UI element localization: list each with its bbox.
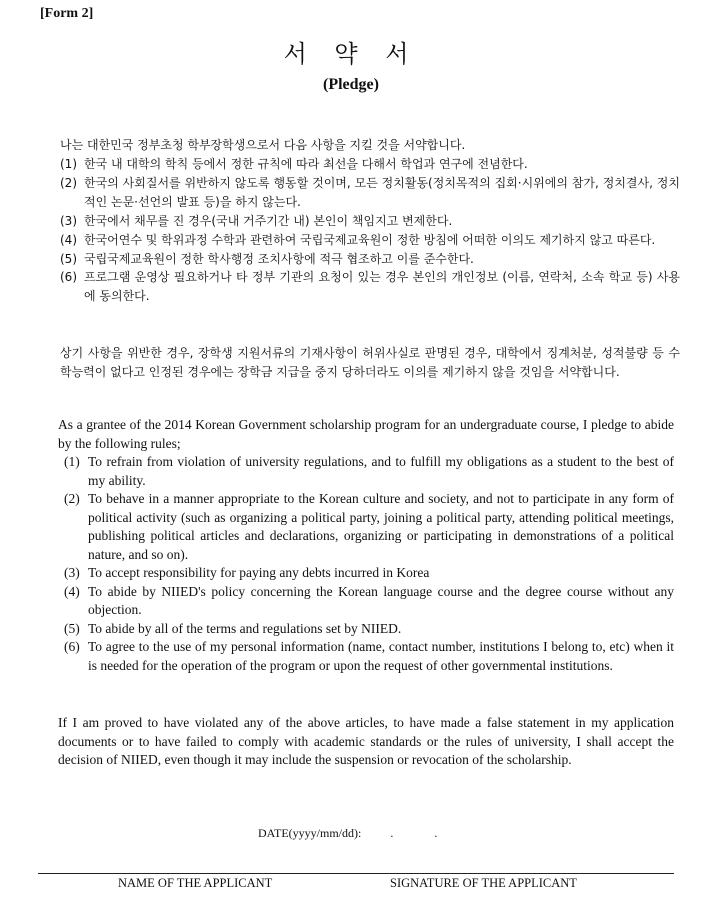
date-separator: . xyxy=(390,826,394,840)
korean-rule-item xyxy=(60,268,680,306)
english-rule-number: (3) xyxy=(64,565,80,580)
applicant-name-label: NAME OF THE APPLICANT xyxy=(118,876,273,890)
english-rule-text: To abide by NIIED's policy concerning the Korean language course and the degree course without any objection. xyxy=(88,583,674,617)
english-rule-text: To accept responsibility for paying any debts incurred in Korea xyxy=(88,565,430,580)
korean-closing: 상기 사항을 위반한 경우, 장학생 지원서류의 기재사항이 허위사실로 판명된 경우, 대학에서 징계처분, 성적불량 등 수학능력이 없다고 인정된 경우에는 장학금 지급을 중지 당하더라도 이의를 제기하지 않을 것임을 서약합니다. xyxy=(60,346,680,379)
english-rule-number: (6) xyxy=(64,639,80,654)
page-title-english: (Pledge) xyxy=(323,76,379,93)
korean-rule-number: (4) xyxy=(60,232,77,247)
korean-rule-number: (1) xyxy=(60,157,77,171)
english-rule-number: (5) xyxy=(64,620,80,636)
english-rule-text: To agree to the use of my personal information (name, contact number, institutions I belong to, etc) when it is needed for the operation of the program or upon the request of other governmental institutions. xyxy=(88,639,674,673)
korean-rule-item xyxy=(60,155,680,174)
korean-rule-text: 한국어연수 및 학위과정 수학과 관련하여 국립국제교육원이 정한 방침에 어떠한 이의도 제기하지 않고 따른다. xyxy=(84,232,656,247)
english-intro: As a grantee of the 2014 Korean Government scholarship program for an undergraduate course, I pledge to abide by the following rules; xyxy=(58,417,674,451)
korean-rule-item xyxy=(60,174,680,212)
english-rule-item xyxy=(64,564,674,583)
english-rule-item xyxy=(64,638,674,675)
english-rule-item xyxy=(64,583,674,620)
english-rule-item xyxy=(64,490,674,564)
form-number: [Form 2] xyxy=(40,6,94,21)
signature-line xyxy=(38,873,674,874)
korean-rules-list xyxy=(60,155,680,306)
korean-rule-number: (3) xyxy=(60,213,77,228)
english-rule-item xyxy=(64,620,674,639)
korean-intro: 나는 대한민국 정부초청 학부장학생으로서 다음 사항을 지킬 것을 서약합니다. xyxy=(60,138,466,152)
korean-rule-item xyxy=(60,250,680,269)
korean-rule-item xyxy=(60,212,680,231)
korean-rule-text: 한국의 사회질서를 위반하지 않도록 행동할 것이며, 모든 정치활동(정치목적의 집회·시위에의 참가, 정치결사, 정치적인 논문·선언의 발표 등)을 하지 않는다. xyxy=(84,175,680,209)
english-rules-list xyxy=(64,453,674,675)
english-closing: If I am proved to have violated any of the above articles, to have made a false statement in my application documents or to have failed to comply with academic standards or the rules of university, I shall accept the decision of NIIED, even though it may include the suspension or revocation of the scholarship. xyxy=(58,715,674,767)
english-rule-text: To refrain from violation of university regulations, and to fulfill my obligations as a student to the best of my ability. xyxy=(88,454,674,488)
applicant-signature-label: SIGNATURE OF THE APPLICANT xyxy=(390,876,577,890)
korean-rule-number: (2) xyxy=(60,175,77,190)
korean-rule-number: (5) xyxy=(60,251,77,266)
english-rule-number: (2) xyxy=(64,491,80,506)
page-title-korean: 서 약 서 xyxy=(283,40,419,68)
english-rule-text: To behave in a manner appropriate to the Korean culture and society, and not to participate in any form of political activity (such as organizing a political party, joining a political party, attending political meetings, publishing political articles and declarations, organizing or participating in demonstrations of a political nature, and so on). xyxy=(88,491,674,562)
date-label: DATE(yyyy/mm/dd): xyxy=(258,826,362,840)
korean-rule-text: 국립국제교육원이 정한 학사행정 조치사항에 적극 협조하고 이를 준수한다. xyxy=(84,251,474,266)
english-rule-number: (1) xyxy=(64,454,80,469)
date-separator: . xyxy=(434,826,438,840)
korean-rule-text: 한국에서 채무를 진 경우(국내 거주기간 내) 본인이 책임지고 변제한다. xyxy=(84,213,453,228)
korean-rule-number: (6) xyxy=(60,270,77,285)
korean-rule-item xyxy=(60,231,680,250)
korean-rule-text: 한국 내 대학의 학칙 등에서 정한 규칙에 따라 최선을 다해서 학업과 연구에 전념한다. xyxy=(84,157,528,171)
english-rule-text: To abide by all of the terms and regulations set by NIIED. xyxy=(88,620,402,636)
date-field[interactable] xyxy=(258,826,437,841)
korean-rule-text: 프로그램 운영상 필요하거나 타 정부 기관의 요청이 있는 경우 본인의 개인정보 (이름, 연락처, 소속 학교 등) 사용에 동의한다. xyxy=(84,270,680,304)
english-rule-number: (4) xyxy=(64,583,80,599)
english-rule-item xyxy=(64,453,674,490)
